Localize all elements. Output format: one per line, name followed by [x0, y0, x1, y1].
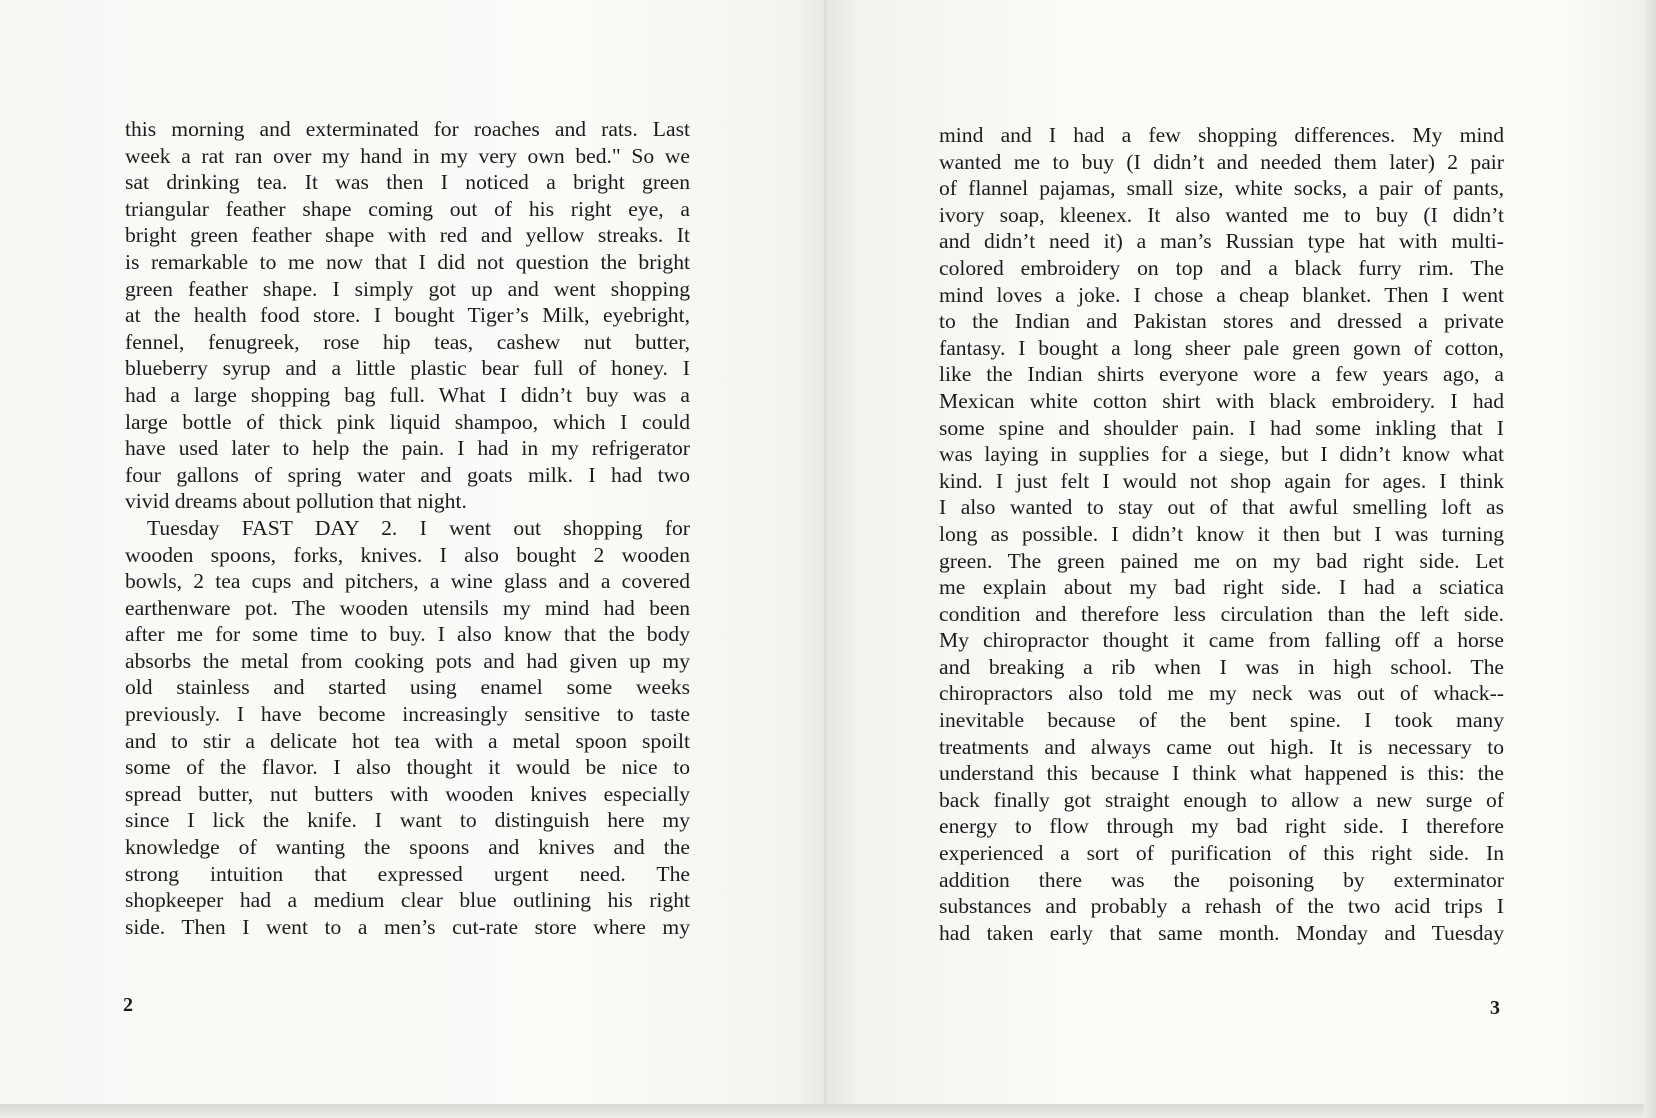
- text-line: wanted me to buy (I didn’t and needed them later) 2 pair: [939, 149, 1504, 174]
- page-number: 2: [123, 994, 133, 1016]
- text-line: some of the flavor. I also thought it would be nice to: [125, 755, 690, 780]
- text-line: week a rat ran over my hand in my very own bed." So we: [125, 143, 690, 168]
- text-line: strong intuition that expressed urgent need. The: [125, 861, 690, 886]
- text-line: and didn’t need it) a man’s Russian type hat with multi-: [939, 229, 1504, 254]
- text-line: condition and therefore less circulation than the left side.: [939, 601, 1504, 626]
- text-line: since I lick the knife. I want to distinguish here my: [125, 808, 690, 833]
- text-line: is remarkable to me now that I did not question the bright: [125, 249, 690, 274]
- book-gutter: [824, 0, 827, 1104]
- text-line: experienced a sort of purification of this right side. In: [939, 841, 1504, 866]
- text-line: mind loves a joke. I chose a cheap blanket. Then I went: [939, 282, 1504, 307]
- text-line: spread butter, nut butters with wooden knives especially: [125, 781, 690, 806]
- text-line: knowledge of wanting the spoons and knives and the: [125, 835, 690, 860]
- text-line: wooden spoons, forks, knives. I also bought 2 wooden: [125, 542, 690, 567]
- page-bottom-edge: [0, 1104, 1656, 1118]
- text-line: chiropractors also told me my neck was out of whack--: [939, 681, 1504, 706]
- text-line: kind. I just felt I would not shop again for ages. I think: [939, 468, 1504, 493]
- text-line: treatments and always came out high. It is necessary to: [939, 734, 1504, 759]
- text-line: substances and probably a rehash of the two acid trips I: [939, 894, 1504, 919]
- text-line: long as possible. I didn’t know it then but I was turning: [939, 521, 1504, 546]
- text-line: sat drinking tea. It was then I noticed a bright green: [125, 170, 690, 195]
- text-line: vivid dreams about pollution that night.: [125, 489, 467, 514]
- text-line: fennel, fenugreek, rose hip teas, cashew nut butter,: [125, 329, 690, 354]
- text-line: at the health food store. I bought Tiger’s Milk, eyebright,: [125, 303, 690, 328]
- page-number: 3: [1490, 997, 1500, 1019]
- text-line: fantasy. I bought a long sheer pale green gown of cotton,: [939, 335, 1504, 360]
- text-line: My chiropractor thought it came from falling off a horse: [939, 628, 1504, 653]
- text-line: ivory soap, kleenex. It also wanted me to buy (I didn’t: [939, 202, 1504, 227]
- text-line: after me for some time to buy. I also know that the body: [125, 622, 690, 647]
- text-line: green feather shape. I simply got up and went shopping: [125, 276, 690, 301]
- text-line: like the Indian shirts everyone wore a few years ago, a: [939, 362, 1504, 387]
- text-line: colored embroidery on top and a black furry rim. The: [939, 255, 1504, 280]
- left-page-text: [125, 116, 690, 940]
- text-line: me explain about my bad right side. I had a sciatica: [939, 575, 1504, 600]
- text-line: inevitable because of the bent spine. I took many: [939, 708, 1504, 733]
- text-line: triangular feather shape coming out of his right eye, a: [125, 196, 690, 221]
- text-line: bright green feather shape with red and yellow streaks. It: [125, 223, 690, 248]
- text-line: four gallons of spring water and goats milk. I had two: [125, 462, 690, 487]
- text-line: green. The green pained me on my bad right side. Let: [939, 548, 1504, 573]
- text-line: back finally got straight enough to allow a new surge of: [939, 787, 1504, 812]
- text-line: energy to flow through my bad right side. I therefore: [939, 814, 1504, 839]
- page-right-edge: [1644, 0, 1656, 1118]
- text-line: previously. I have become increasingly sensitive to taste: [125, 702, 690, 727]
- text-line: Mexican white cotton shirt with black embroidery. I had: [939, 388, 1504, 413]
- text-line: was laying in supplies for a siege, but I didn’t know what: [939, 442, 1504, 467]
- text-line: side. Then I went to a men’s cut-rate store where my: [125, 914, 690, 939]
- text-line: had a large shopping bag full. What I didn’t buy was a: [125, 382, 690, 407]
- text-line: and to stir a delicate hot tea with a metal spoon spoilt: [125, 728, 690, 753]
- text-line: addition there was the poisoning by exterminator: [939, 867, 1504, 892]
- right-page: [826, 0, 1644, 1104]
- paragraph-start-line: Tuesday FAST DAY 2. I went out shopping for: [147, 515, 690, 540]
- text-line: understand this because I think what happened is this: the: [939, 761, 1504, 786]
- text-line: bowls, 2 tea cups and pitchers, a wine glass and a covered: [125, 569, 690, 594]
- text-line: large bottle of thick pink liquid shampoo, which I could: [125, 409, 690, 434]
- text-line: mind and I had a few shopping differences. My mind: [939, 123, 1504, 147]
- text-line: earthenware pot. The wooden utensils my mind had been: [125, 595, 690, 620]
- text-line: had taken early that same month. Monday and Tuesday: [939, 920, 1504, 945]
- text-line: some spine and shoulder pain. I had some inkling that I: [939, 415, 1504, 440]
- right-page-text: [939, 122, 1504, 946]
- text-line: to the Indian and Pakistan stores and dressed a private: [939, 309, 1504, 334]
- text-line: I also wanted to stay out of that awful smelling loft as: [939, 495, 1504, 520]
- text-line: blueberry syrup and a little plastic bear full of honey. I: [125, 356, 690, 381]
- text-line: of flannel pajamas, small size, white socks, a pair of pants,: [939, 176, 1504, 201]
- left-page: [0, 0, 826, 1104]
- text-line: and breaking a rib when I was in high school. The: [939, 654, 1504, 679]
- text-line: shopkeeper had a medium clear blue outlining his right: [125, 888, 690, 913]
- text-line: have used later to help the pain. I had in my refrigerator: [125, 436, 690, 461]
- text-line: old stainless and started using enamel some weeks: [125, 675, 690, 700]
- text-line: absorbs the metal from cooking pots and had given up my: [125, 648, 690, 673]
- text-line: this morning and exterminated for roaches and rats. Last: [125, 117, 690, 141]
